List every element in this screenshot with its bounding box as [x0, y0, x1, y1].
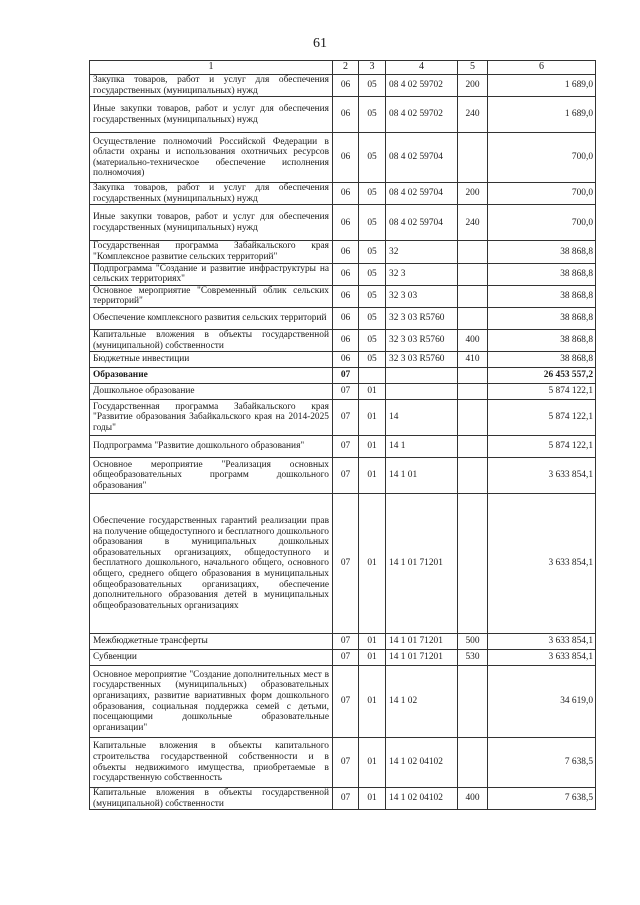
row-section-code: 06: [333, 241, 359, 263]
row-section-code: 07: [333, 494, 359, 634]
row-subsection-code: 05: [359, 183, 386, 205]
row-expense-type: [458, 133, 488, 183]
row-target-article: 14 1 01 71201: [386, 650, 458, 666]
row-name: Межбюджетные трансферты: [90, 634, 333, 650]
table-row: [90, 458, 596, 494]
row-subsection-code: 01: [359, 650, 386, 666]
row-target-article: 08 4 02 59704: [386, 133, 458, 183]
row-name: Образование: [90, 368, 333, 384]
row-amount: 1 689,0: [488, 75, 596, 97]
row-amount: 38 868,8: [488, 329, 596, 351]
row-subsection-code: 05: [359, 263, 386, 285]
row-expense-type: [458, 307, 488, 329]
row-expense-type: 530: [458, 650, 488, 666]
row-name: Подпрограмма "Развитие дошкольного образования": [90, 436, 333, 458]
row-subsection-code: 05: [359, 133, 386, 183]
row-amount: 5 874 122,1: [488, 384, 596, 400]
row-expense-type: 500: [458, 634, 488, 650]
row-target-article: [386, 384, 458, 400]
row-expense-type: [458, 436, 488, 458]
budget-table: [89, 60, 596, 810]
col-header-4: 4: [386, 61, 458, 75]
row-expense-type: [458, 241, 488, 263]
row-expense-type: [458, 400, 488, 436]
table-row: [90, 307, 596, 329]
page-number: 61: [313, 36, 327, 51]
row-amount: 700,0: [488, 133, 596, 183]
row-target-article: 14 1 02 04102: [386, 788, 458, 810]
row-target-article: 14 1 01 71201: [386, 494, 458, 634]
table-row: [90, 205, 596, 241]
row-target-article: 08 4 02 59702: [386, 97, 458, 133]
row-subsection-code: 05: [359, 241, 386, 263]
table-row: [90, 368, 596, 384]
row-name: Субвенции: [90, 650, 333, 666]
row-subsection-code: 01: [359, 634, 386, 650]
row-amount: 38 868,8: [488, 285, 596, 307]
row-section-code: 06: [333, 183, 359, 205]
row-name: Капитальные вложения в объекты государственной (муниципальной) собственности: [90, 788, 333, 810]
col-header-1: 1: [90, 61, 333, 75]
table-row: [90, 285, 596, 307]
row-target-article: 32: [386, 241, 458, 263]
row-name: Иные закупки товаров, работ и услуг для обеспечения государственных (муниципальных) нужд: [90, 97, 333, 133]
row-subsection-code: 01: [359, 494, 386, 634]
row-section-code: 07: [333, 666, 359, 738]
row-subsection-code: 05: [359, 352, 386, 368]
row-amount: 3 633 854,1: [488, 494, 596, 634]
row-section-code: 06: [333, 307, 359, 329]
row-expense-type: [458, 494, 488, 634]
row-subsection-code: 01: [359, 458, 386, 494]
row-target-article: 32 3 03: [386, 285, 458, 307]
row-section-code: 07: [333, 788, 359, 810]
table-row: [90, 97, 596, 133]
row-section-code: 07: [333, 650, 359, 666]
row-section-code: 07: [333, 368, 359, 384]
row-section-code: 07: [333, 634, 359, 650]
row-subsection-code: [359, 368, 386, 384]
row-subsection-code: 01: [359, 384, 386, 400]
row-subsection-code: 05: [359, 329, 386, 351]
row-expense-type: [458, 738, 488, 788]
col-header-5: 5: [458, 61, 488, 75]
column-number-row: [90, 61, 596, 75]
col-header-6: 6: [488, 61, 596, 75]
row-expense-type: 400: [458, 788, 488, 810]
row-target-article: 32 3 03 R5760: [386, 329, 458, 351]
row-target-article: 14 1 02: [386, 666, 458, 738]
table-row: [90, 400, 596, 436]
table-row: [90, 352, 596, 368]
row-target-article: 14 1 02 04102: [386, 738, 458, 788]
row-amount: 5 874 122,1: [488, 436, 596, 458]
row-section-code: 06: [333, 97, 359, 133]
row-expense-type: 240: [458, 97, 488, 133]
budget-table-body: [90, 61, 596, 810]
table-row: [90, 634, 596, 650]
row-name: Государственная программа Забайкальского края "Комплексное развитие сельских территорий": [90, 241, 333, 263]
row-subsection-code: 05: [359, 285, 386, 307]
row-section-code: 06: [333, 285, 359, 307]
table-row: [90, 263, 596, 285]
row-amount: 38 868,8: [488, 241, 596, 263]
row-expense-type: [458, 458, 488, 494]
row-target-article: 32 3 03 R5760: [386, 307, 458, 329]
row-section-code: 07: [333, 458, 359, 494]
table-row: [90, 75, 596, 97]
row-target-article: 08 4 02 59702: [386, 75, 458, 97]
col-header-3: 3: [359, 61, 386, 75]
table-row: [90, 436, 596, 458]
row-section-code: 06: [333, 352, 359, 368]
table-row: [90, 494, 596, 634]
row-amount: 26 453 557,2: [488, 368, 596, 384]
row-target-article: 32 3: [386, 263, 458, 285]
row-amount: 3 633 854,1: [488, 458, 596, 494]
row-target-article: 32 3 03 R5760: [386, 352, 458, 368]
table-row: [90, 650, 596, 666]
row-target-article: 08 4 02 59704: [386, 205, 458, 241]
row-name: Закупка товаров, работ и услуг для обеспечения государственных (муниципальных) нужд: [90, 183, 333, 205]
row-subsection-code: 01: [359, 788, 386, 810]
table-row: [90, 384, 596, 400]
row-target-article: 14 1: [386, 436, 458, 458]
row-name: Капитальные вложения в объекты капитального строительства государственной собственности и в объекты недвижимого имущества, приобретаемые в государственную собственность: [90, 738, 333, 788]
row-expense-type: [458, 368, 488, 384]
row-amount: 7 638,5: [488, 788, 596, 810]
row-expense-type: [458, 384, 488, 400]
row-name: Подпрограмма "Создание и развитие инфраструктуры на сельских территориях": [90, 263, 333, 285]
table-row: [90, 329, 596, 351]
row-amount: 38 868,8: [488, 352, 596, 368]
row-amount: 1 689,0: [488, 97, 596, 133]
row-section-code: 06: [333, 205, 359, 241]
row-target-article: 14 1 01: [386, 458, 458, 494]
row-amount: 3 633 854,1: [488, 634, 596, 650]
row-name: Бюджетные инвестиции: [90, 352, 333, 368]
table-row: [90, 738, 596, 788]
row-section-code: 06: [333, 329, 359, 351]
row-expense-type: [458, 263, 488, 285]
row-name: Дошкольное образование: [90, 384, 333, 400]
row-amount: 5 874 122,1: [488, 400, 596, 436]
row-name: Обеспечение государственных гарантий реализации прав на получение общедоступного и бесплатного дошкольного образования в муниципальных дошкольных образовательных организациях, общедоступного и бесплатного дошкольного, начального общего, основного общего, среднего общего образования в муниципальных общеобразовательных организациях, обеспечение дополнительного образования детей в муниципальных общеобразовательных организациях: [90, 494, 333, 634]
row-target-article: 14: [386, 400, 458, 436]
row-expense-type: 200: [458, 183, 488, 205]
row-expense-type: 400: [458, 329, 488, 351]
row-subsection-code: 01: [359, 738, 386, 788]
row-expense-type: 200: [458, 75, 488, 97]
row-subsection-code: 05: [359, 97, 386, 133]
table-row: [90, 133, 596, 183]
row-subsection-code: 01: [359, 666, 386, 738]
table-row: [90, 241, 596, 263]
row-section-code: 07: [333, 400, 359, 436]
row-expense-type: [458, 666, 488, 738]
row-subsection-code: 05: [359, 75, 386, 97]
row-amount: 7 638,5: [488, 738, 596, 788]
row-subsection-code: 01: [359, 400, 386, 436]
row-section-code: 07: [333, 436, 359, 458]
row-name: Основное мероприятие "Реализация основных общеобразовательных программ дошкольного образования": [90, 458, 333, 494]
row-section-code: 07: [333, 738, 359, 788]
row-expense-type: [458, 285, 488, 307]
row-name: Основное мероприятие "Создание дополнительных мест в государственных (муниципальных) образовательных организациях, развитие вариативных форм дошкольного образования, социальная поддержка семей с детьми, посещающими дошкольные образовательные организации": [90, 666, 333, 738]
row-name: Осуществление полномочий Российской Федерации в области охраны и использования охотничьих ресурсов (материально-техническое обеспечение исполнения полномочия): [90, 133, 333, 183]
row-section-code: 06: [333, 75, 359, 97]
row-section-code: 06: [333, 133, 359, 183]
row-name: Закупка товаров, работ и услуг для обеспечения государственных (муниципальных) нужд: [90, 75, 333, 97]
table-row: [90, 666, 596, 738]
table-row: [90, 183, 596, 205]
row-section-code: 06: [333, 263, 359, 285]
row-expense-type: 410: [458, 352, 488, 368]
row-amount: 34 619,0: [488, 666, 596, 738]
row-target-article: 08 4 02 59704: [386, 183, 458, 205]
row-amount: 38 868,8: [488, 263, 596, 285]
row-amount: 3 633 854,1: [488, 650, 596, 666]
row-amount: 700,0: [488, 183, 596, 205]
row-target-article: [386, 368, 458, 384]
row-name: Основное мероприятие "Современный облик сельских территорий": [90, 285, 333, 307]
row-amount: 700,0: [488, 205, 596, 241]
row-target-article: 14 1 01 71201: [386, 634, 458, 650]
row-section-code: 07: [333, 384, 359, 400]
row-name: Капитальные вложения в объекты государственной (муниципальной) собственности: [90, 329, 333, 351]
row-amount: 38 868,8: [488, 307, 596, 329]
row-subsection-code: 05: [359, 307, 386, 329]
row-subsection-code: 05: [359, 205, 386, 241]
col-header-2: 2: [333, 61, 359, 75]
row-name: Государственная программа Забайкальского края "Развитие образования Забайкальского края на 2014-2025 годы": [90, 400, 333, 436]
row-name: Иные закупки товаров, работ и услуг для обеспечения государственных (муниципальных) нужд: [90, 205, 333, 241]
row-name: Обеспечение комплексного развития сельских территорий: [90, 307, 333, 329]
row-expense-type: 240: [458, 205, 488, 241]
row-subsection-code: 01: [359, 436, 386, 458]
table-row: [90, 788, 596, 810]
